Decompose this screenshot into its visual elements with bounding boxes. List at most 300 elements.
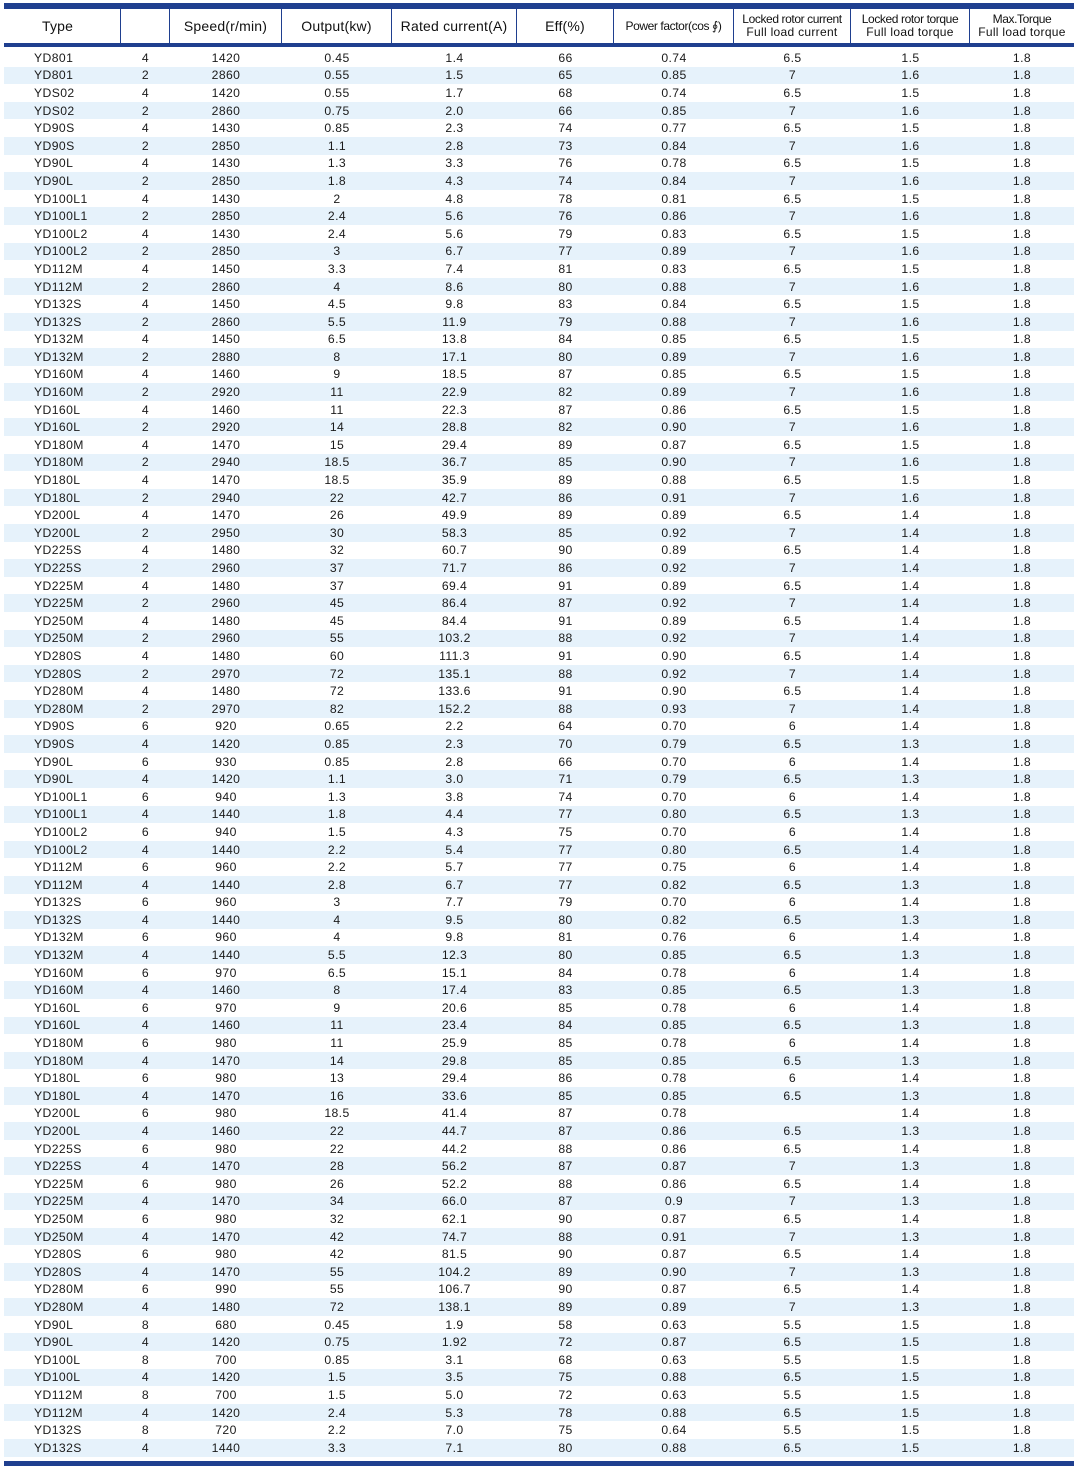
cell-type: YD132M	[34, 948, 84, 963]
cell-eff: 87	[558, 367, 573, 382]
cell-rated-current: 42.7	[441, 490, 468, 505]
cell-output: 1.3	[327, 156, 347, 171]
cell-eff: 85	[558, 455, 573, 470]
cell-type: YD180M	[34, 1053, 84, 1068]
cell-rated-current: 22.9	[441, 385, 468, 400]
table-row	[4, 119, 1074, 137]
cell-locked-rotor-torque: 1.3	[901, 1194, 920, 1209]
cell-type: YD250M	[34, 613, 84, 628]
cell-power-factor: 0.64	[661, 1423, 687, 1438]
cell-locked-rotor-current: 6.5	[783, 332, 802, 347]
cell-eff: 88	[558, 1229, 573, 1244]
cell-locked-rotor-torque: 1.5	[901, 1423, 920, 1438]
cell-poles: 6	[141, 1211, 150, 1226]
cell-max-torque: 1.8	[1012, 1088, 1032, 1103]
cell-locked-rotor-torque: 1.3	[901, 1299, 920, 1314]
table-row	[4, 1034, 1074, 1052]
cell-speed: 1470	[211, 1264, 241, 1279]
cell-rated-current: 4.8	[445, 191, 464, 206]
cell-eff: 79	[558, 314, 573, 329]
cell-locked-rotor-current: 6.5	[783, 736, 802, 751]
cell-type: YD90S	[34, 736, 75, 751]
table-row	[4, 506, 1074, 524]
table-row	[4, 1263, 1074, 1281]
cell-poles: 4	[141, 983, 150, 998]
cell-max-torque: 1.8	[1012, 877, 1032, 892]
cell-max-torque: 1.8	[1012, 1071, 1032, 1086]
cell-power-factor: 0.78	[661, 1036, 687, 1051]
cell-max-torque: 1.8	[1012, 367, 1032, 382]
cell-locked-rotor-current: 7	[788, 1159, 797, 1174]
cell-max-torque: 1.8	[1012, 1124, 1032, 1139]
cell-output: 2.2	[327, 842, 347, 857]
cell-locked-rotor-current: 7	[788, 314, 797, 329]
cell-rated-current: 103.2	[438, 631, 471, 646]
cell-poles: 4	[141, 508, 150, 523]
cell-poles: 8	[141, 1387, 150, 1402]
cell-poles: 6	[141, 754, 150, 769]
cell-eff: 77	[558, 842, 573, 857]
cell-rated-current: 6.7	[445, 877, 464, 892]
cell-eff: 87	[558, 402, 573, 417]
cell-max-torque: 1.8	[1012, 648, 1032, 663]
cell-type: YD280M	[34, 1282, 84, 1297]
cell-poles: 4	[141, 156, 150, 171]
cell-output: 3	[333, 895, 341, 910]
cell-type: YD180L	[34, 1088, 81, 1103]
cell-locked-rotor-torque: 1.4	[901, 930, 920, 945]
cell-rated-current: 66.0	[441, 1194, 468, 1209]
cell-poles: 6	[141, 789, 150, 804]
cell-poles: 6	[141, 824, 150, 839]
cell-max-torque: 1.8	[1012, 191, 1032, 206]
cell-power-factor: 0.78	[661, 1071, 687, 1086]
cell-output: 72	[329, 666, 345, 681]
cell-locked-rotor-torque: 1.5	[901, 1370, 920, 1385]
cell-speed: 2940	[211, 490, 241, 505]
cell-locked-rotor-torque: 1.3	[901, 1088, 920, 1103]
cell-locked-rotor-torque: 1.4	[901, 701, 920, 716]
cell-max-torque: 1.8	[1012, 983, 1032, 998]
cell-max-torque: 1.8	[1012, 437, 1032, 452]
cell-locked-rotor-torque: 1.4	[901, 543, 920, 558]
header-max-torque	[970, 9, 1074, 43]
cell-power-factor: 0.89	[661, 613, 687, 628]
cell-locked-rotor-current: 6	[788, 930, 797, 945]
cell-speed: 720	[215, 1423, 237, 1438]
cell-locked-rotor-current: 6.5	[783, 156, 802, 171]
cell-rated-current: 12.3	[441, 948, 468, 963]
cell-speed: 1460	[211, 1124, 241, 1139]
cell-locked-rotor-current: 6.5	[783, 261, 802, 276]
cell-power-factor: 0.89	[661, 543, 687, 558]
cell-rated-current: 7.7	[445, 895, 464, 910]
cell-max-torque: 1.8	[1012, 455, 1032, 470]
cell-locked-rotor-current: 6.5	[783, 367, 802, 382]
cell-max-torque: 1.8	[1012, 666, 1032, 681]
cell-output: 1.8	[327, 173, 347, 188]
cell-type: YD250M	[34, 1211, 84, 1226]
table-row	[4, 295, 1074, 313]
cell-eff: 74	[558, 789, 573, 804]
cell-locked-rotor-current: 6.5	[783, 1440, 802, 1455]
cell-speed: 2920	[211, 420, 241, 435]
cell-power-factor: 0.85	[661, 983, 687, 998]
cell-eff: 80	[558, 948, 573, 963]
cell-locked-rotor-torque: 1.4	[901, 860, 920, 875]
cell-power-factor: 0.84	[661, 297, 687, 312]
cell-type: YD100L1	[34, 789, 88, 804]
cell-locked-rotor-current: 7	[788, 349, 797, 364]
cell-locked-rotor-current: 5.5	[783, 1352, 802, 1367]
cell-eff: 87	[558, 1124, 573, 1139]
cell-rated-current: 22.3	[441, 402, 468, 417]
cell-eff: 83	[558, 983, 573, 998]
cell-poles: 4	[141, 437, 150, 452]
cell-locked-rotor-torque: 1.3	[901, 983, 920, 998]
cell-max-torque: 1.8	[1012, 824, 1032, 839]
cell-speed: 1420	[211, 1405, 241, 1420]
cell-eff: 84	[558, 332, 573, 347]
cell-max-torque: 1.8	[1012, 1423, 1032, 1438]
cell-poles: 6	[141, 895, 150, 910]
cell-max-torque: 1.8	[1012, 261, 1032, 276]
cell-power-factor: 0.85	[661, 1053, 687, 1068]
cell-eff: 82	[558, 385, 573, 400]
cell-locked-rotor-current: 7	[788, 279, 797, 294]
cell-poles: 6	[141, 1071, 150, 1086]
cell-eff: 75	[558, 824, 573, 839]
cell-poles: 4	[141, 402, 150, 417]
cell-rated-current: 2.3	[445, 736, 464, 751]
cell-rated-current: 3.8	[445, 789, 464, 804]
cell-type: YD90L	[34, 772, 74, 787]
cell-poles: 4	[141, 332, 150, 347]
cell-locked-rotor-current: 7	[788, 561, 797, 576]
cell-max-torque: 1.8	[1012, 103, 1032, 118]
table-row	[4, 682, 1074, 700]
cell-eff: 77	[558, 244, 573, 259]
table-row	[4, 1369, 1074, 1387]
cell-output: 5.5	[327, 948, 347, 963]
cell-output: 11	[330, 1018, 344, 1033]
cell-speed: 1460	[211, 983, 241, 998]
table-row	[4, 1281, 1074, 1299]
cell-eff: 81	[558, 261, 573, 276]
cell-eff: 88	[558, 631, 573, 646]
cell-speed: 980	[215, 1036, 237, 1051]
cell-eff: 72	[558, 1335, 573, 1350]
cell-max-torque: 1.8	[1012, 613, 1032, 628]
cell-type: YD132S	[34, 297, 82, 312]
cell-output: 11	[330, 1036, 344, 1051]
cell-rated-current: 17.4	[441, 983, 468, 998]
cell-power-factor: 0.85	[661, 948, 687, 963]
cell-eff: 79	[558, 226, 573, 241]
cell-output: 4.5	[327, 297, 347, 312]
cell-poles: 8	[141, 1352, 150, 1367]
cell-output: 2	[333, 191, 341, 206]
table-row	[4, 876, 1074, 894]
cell-power-factor: 0.87	[661, 437, 687, 452]
cell-power-factor: 0.90	[661, 684, 687, 699]
cell-poles: 6	[141, 1247, 150, 1262]
cell-output: 1.1	[327, 138, 347, 153]
cell-max-torque: 1.8	[1012, 385, 1032, 400]
cell-power-factor: 0.78	[661, 156, 687, 171]
cell-speed: 1420	[211, 1335, 241, 1350]
cell-rated-current: 106.7	[438, 1282, 471, 1297]
cell-max-torque: 1.8	[1012, 754, 1032, 769]
table-row	[4, 418, 1074, 436]
cell-speed: 1430	[211, 191, 241, 206]
cell-output: 3.3	[327, 261, 347, 276]
cell-locked-rotor-current: 7	[788, 103, 797, 118]
cell-output: 18.5	[324, 473, 350, 488]
table-row	[4, 401, 1074, 419]
cell-eff: 66	[558, 103, 573, 118]
cell-rated-current: 5.6	[445, 226, 464, 241]
cell-power-factor: 0.88	[661, 1440, 687, 1455]
cell-locked-rotor-torque: 1.4	[901, 842, 920, 857]
cell-poles: 4	[141, 1194, 150, 1209]
cell-type: YD112M	[34, 279, 83, 294]
cell-max-torque: 1.8	[1012, 473, 1032, 488]
cell-speed: 2850	[211, 138, 241, 153]
cell-output: 4	[333, 930, 341, 945]
cell-eff: 66	[558, 50, 573, 65]
cell-power-factor: 0.84	[661, 138, 687, 153]
cell-locked-rotor-torque: 1.4	[901, 1141, 920, 1156]
cell-power-factor: 0.70	[661, 719, 687, 734]
cell-max-torque: 1.8	[1012, 1053, 1032, 1068]
table-row	[4, 1386, 1074, 1404]
cell-locked-rotor-current: 7	[788, 173, 797, 188]
cell-rated-current: 18.5	[441, 367, 468, 382]
cell-speed: 2960	[211, 561, 241, 576]
cell-rated-current: 2.8	[445, 138, 464, 153]
cell-output: 6.5	[327, 332, 347, 347]
cell-locked-rotor-current: 6.5	[783, 85, 802, 100]
cell-output: 1.5	[327, 1370, 347, 1385]
cell-speed: 1430	[211, 226, 241, 241]
table-row	[4, 1421, 1074, 1439]
cell-locked-rotor-torque: 1.3	[901, 1159, 920, 1174]
cell-locked-rotor-torque: 1.4	[901, 719, 920, 734]
cell-type: YD160M	[34, 385, 84, 400]
cell-max-torque: 1.8	[1012, 525, 1032, 540]
cell-output: 34	[329, 1194, 345, 1209]
cell-max-torque: 1.8	[1012, 1176, 1032, 1191]
cell-poles: 2	[141, 103, 150, 118]
cell-poles: 4	[141, 1229, 150, 1244]
cell-power-factor: 0.80	[661, 807, 687, 822]
cell-type: YD112M	[34, 1405, 83, 1420]
cell-type: YD132S	[34, 1440, 82, 1455]
cell-output: 15	[329, 437, 345, 452]
cell-max-torque: 1.8	[1012, 684, 1032, 699]
cell-speed: 1480	[211, 578, 241, 593]
table-row	[4, 84, 1074, 102]
cell-eff: 78	[558, 191, 573, 206]
cell-locked-rotor-torque: 1.5	[901, 1387, 920, 1402]
cell-locked-rotor-torque: 1.3	[901, 1053, 920, 1068]
cell-power-factor: 0.89	[661, 244, 687, 259]
cell-power-factor: 0.83	[661, 261, 687, 276]
cell-rated-current: 29.4	[441, 437, 468, 452]
cell-poles: 6	[141, 1176, 150, 1191]
cell-rated-current: 111.3	[439, 648, 470, 663]
cell-power-factor: 0.90	[661, 648, 687, 663]
cell-eff: 85	[558, 1053, 573, 1068]
cell-power-factor: 0.85	[661, 367, 687, 382]
cell-power-factor: 0.88	[661, 1405, 687, 1420]
cell-eff: 77	[558, 807, 573, 822]
cell-output: 1.1	[327, 772, 347, 787]
cell-locked-rotor-torque: 1.4	[901, 895, 920, 910]
cell-poles: 2	[141, 385, 150, 400]
cell-rated-current: 5.3	[445, 1405, 464, 1420]
table-row	[4, 894, 1074, 912]
cell-rated-current: 5.0	[445, 1387, 464, 1402]
header-poles	[121, 9, 170, 43]
cell-output: 22	[329, 1124, 345, 1139]
cell-speed: 1420	[211, 772, 241, 787]
cell-speed: 2860	[211, 279, 241, 294]
cell-locked-rotor-current: 7	[788, 385, 797, 400]
cell-speed: 1470	[211, 1229, 241, 1244]
cell-rated-current: 2.2	[445, 719, 464, 734]
cell-type: YD280M	[34, 1299, 84, 1314]
cell-eff: 90	[558, 1247, 573, 1262]
cell-eff: 74	[558, 121, 573, 136]
cell-speed: 1420	[211, 50, 241, 65]
cell-power-factor: 0.79	[661, 736, 687, 751]
cell-output: 3	[333, 244, 341, 259]
cell-eff: 86	[558, 561, 573, 576]
cell-locked-rotor-current: 7	[788, 1229, 797, 1244]
cell-output: 18.5	[324, 1106, 350, 1121]
cell-speed: 2940	[211, 455, 241, 470]
cell-rated-current: 3.1	[445, 1352, 464, 1367]
header-locked-current-line2: Full load current	[746, 25, 838, 39]
header-power-factor: Power factor(cos ∮)	[614, 9, 734, 43]
cell-speed: 980	[215, 1141, 237, 1156]
cell-eff: 89	[558, 508, 573, 523]
cell-poles: 4	[141, 772, 150, 787]
cell-locked-rotor-torque: 1.4	[901, 508, 920, 523]
cell-power-factor: 0.70	[661, 789, 687, 804]
cell-power-factor: 0.70	[661, 754, 687, 769]
cell-locked-rotor-current: 6.5	[783, 842, 802, 857]
cell-type: YD280M	[34, 684, 84, 699]
table-row	[4, 647, 1074, 665]
cell-locked-rotor-current: 7	[788, 1194, 797, 1209]
cell-power-factor: 0.78	[661, 1000, 687, 1015]
cell-speed: 1480	[211, 1299, 241, 1314]
cell-max-torque: 1.8	[1012, 596, 1032, 611]
cell-rated-current: 84.4	[441, 613, 468, 628]
cell-max-torque: 1.8	[1012, 68, 1032, 83]
cell-locked-rotor-current: 6	[788, 1036, 797, 1051]
cell-output: 32	[329, 543, 345, 558]
cell-max-torque: 1.8	[1012, 209, 1032, 224]
cell-locked-rotor-torque: 1.3	[901, 807, 920, 822]
cell-type: YD112M	[34, 1387, 83, 1402]
cell-locked-rotor-current: 6.5	[783, 543, 802, 558]
table-row	[4, 454, 1074, 472]
cell-output: 0.75	[324, 1335, 350, 1350]
cell-output: 0.75	[324, 103, 350, 118]
cell-locked-rotor-torque: 1.6	[901, 314, 920, 329]
cell-max-torque: 1.8	[1012, 156, 1032, 171]
cell-rated-current: 8.6	[445, 279, 464, 294]
cell-output: 1.3	[327, 789, 347, 804]
cell-poles: 4	[141, 648, 150, 663]
cell-output: 0.85	[324, 121, 350, 136]
cell-rated-current: 33.6	[441, 1088, 468, 1103]
cell-speed: 1470	[211, 508, 241, 523]
cell-output: 13	[329, 1071, 345, 1086]
table-row	[4, 542, 1074, 560]
cell-max-torque: 1.8	[1012, 420, 1032, 435]
cell-locked-rotor-current: 6.5	[783, 807, 802, 822]
cell-poles: 2	[141, 209, 150, 224]
cell-output: 42	[329, 1229, 345, 1244]
cell-type: YD100L2	[34, 824, 88, 839]
cell-max-torque: 1.8	[1012, 1370, 1032, 1385]
cell-type: YD90L	[34, 754, 74, 769]
table-row	[4, 489, 1074, 507]
cell-eff: 88	[558, 701, 573, 716]
cell-type: YD225M	[34, 596, 84, 611]
cell-eff: 68	[558, 1352, 573, 1367]
cell-rated-current: 2.3	[445, 121, 464, 136]
cell-locked-rotor-torque: 1.3	[901, 736, 920, 751]
cell-speed: 1440	[211, 1440, 241, 1455]
cell-eff: 76	[558, 209, 573, 224]
cell-speed: 1480	[211, 613, 241, 628]
cell-locked-rotor-torque: 1.3	[901, 1018, 920, 1033]
cell-type: YD132S	[34, 314, 82, 329]
cell-type: YD132M	[34, 930, 84, 945]
cell-speed: 1420	[211, 736, 241, 751]
cell-type: YD225M	[34, 1176, 84, 1191]
cell-speed: 930	[215, 754, 237, 769]
cell-eff: 84	[558, 965, 573, 980]
cell-type: YD180L	[34, 473, 81, 488]
table-row	[4, 665, 1074, 683]
cell-rated-current: 41.4	[441, 1106, 468, 1121]
cell-rated-current: 9.8	[445, 930, 464, 945]
cell-max-torque: 1.8	[1012, 1405, 1032, 1420]
cell-output: 45	[329, 613, 345, 628]
cell-type: YD100L1	[34, 209, 88, 224]
cell-max-torque: 1.8	[1012, 349, 1032, 364]
cell-locked-rotor-current: 6.5	[783, 437, 802, 452]
cell-speed: 960	[215, 895, 237, 910]
cell-power-factor: 0.85	[661, 1018, 687, 1033]
table-row	[4, 700, 1074, 718]
cell-locked-rotor-current: 6.5	[783, 1124, 802, 1139]
table-row	[4, 577, 1074, 595]
cell-speed: 1420	[211, 1370, 241, 1385]
cell-type: YD225S	[34, 543, 82, 558]
cell-locked-rotor-torque: 1.4	[901, 1071, 920, 1086]
cell-output: 8	[333, 983, 341, 998]
table-row	[4, 1052, 1074, 1070]
cell-locked-rotor-torque: 1.5	[901, 261, 920, 276]
